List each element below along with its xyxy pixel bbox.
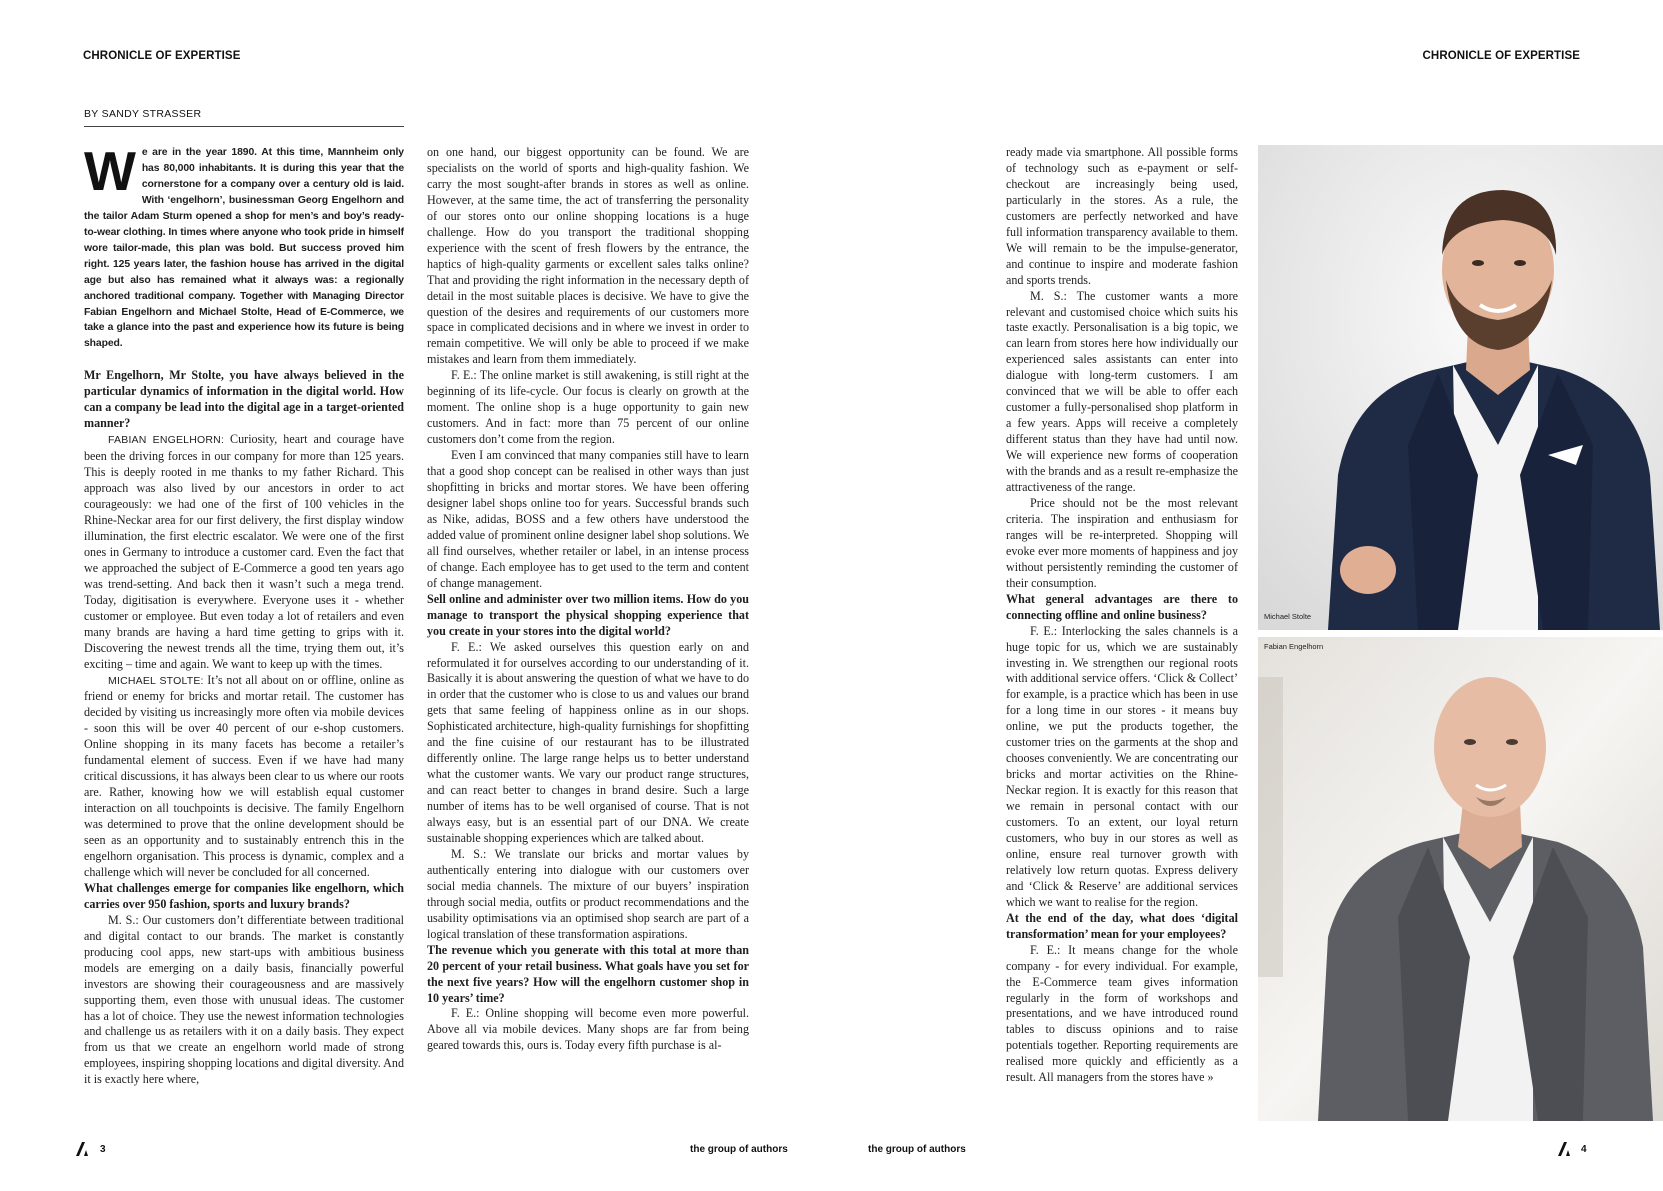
question-3: Sell online and administer over two million items. How do you manage to transport the physical shopping experience that you create in your stores into the digital world?: [427, 591, 749, 638]
speaker-label: FABIAN ENGELHORN:: [108, 434, 225, 447]
byline: BY SANDY STRASSER: [84, 108, 202, 120]
footer-group-right: the group of authors: [868, 1144, 966, 1155]
portrait-illustration: [1258, 145, 1663, 630]
paragraph: Price should not be the most relevant criteria. The inspiration and enthusiasm for ranges will be re-interpreted. Shopping will evoke ever more moments of happiness and joy without persistently reminding the customer of their consumption.: [1006, 495, 1238, 590]
page-number-left: 3: [100, 1144, 106, 1155]
paragraph: ready made via smartphone. All possible forms of technology such as e-payment or self-checkout are increasingly being used, particularly in the stores. As a rule, the customers are perfectly networked and have full information transparency available to them. We will remain to be the impulse-generator, and continue to inspire and moderate fashion and sports trends.: [1006, 145, 1238, 287]
footer-group-left: the group of authors: [690, 1144, 788, 1155]
question-4: The revenue which you generate with this total at more than 20 percent of your retail business. What goals have you set for the next five years? How will the engelhorn customer shop in 10 years’ time?: [427, 942, 749, 1005]
paragraph: F. E.: Online shopping will become even more powerful. Above all via mobile devices. Many shops are far from being geared towards this, ours is. Today every fifth purchase is al-: [427, 1006, 749, 1053]
page-number-right: 4: [1581, 1144, 1587, 1155]
portrait-michael-stolte: [1258, 145, 1663, 630]
column-3: [1006, 145, 1238, 1125]
lede: [84, 145, 404, 352]
running-header-left: CHRONICLE OF EXPERTISE: [83, 50, 241, 62]
caption-bottom: Fabian Engelhorn: [1264, 642, 1324, 651]
caption-top: Michael Stolte: [1264, 612, 1312, 621]
paragraph: M. S.: The customer wants a more relevant and customised choice which suits his taste exactly. Personalisation is a big topic, we can learn from stores here how individually our experienced sales assistants can enter into dialogue with long-term customers. I am convinced that we will be able to offer each customer a fully-personalised shop platform in a few years. Apps will receive a completely different status than they have had until now. We will experience new forms of cooperation with the brands and as a result re-emphasize the attractiveness of the range.: [1006, 288, 1238, 495]
paragraph: F. E.: Interlocking the sales channels is a huge topic for us, which we are sustainably investing in. We strengthen our regional roots with additional service offers. ‘Click & Collect’ for example, is a practice which has been in use for a long time in our stores - it means buy online, we put the products together, the customer tries on the garments at the shop and chooses conveniently. We are concentrating our bricks and mortar activities on the Rhine-Neckar region. It is exactly for this reason that we remain in personal contact with our customers. To an extent, our loyal return customers, who buy in our stores as well as online, ensure real turnover growth with relatively low return quotas. Express delivery and ‘Click & Reserve’ are additional services which we want to realise for the region.: [1006, 623, 1238, 909]
speaker-label: MICHAEL STOLTE:: [108, 674, 204, 687]
question-1: Mr Engelhorn, Mr Stolte, you have always believed in the particular dynamics of information in the digital world. How can a company be lead into the digital age in a target-oriented manner?: [84, 368, 404, 431]
paragraph: F. E.: It means change for the whole company - for every individual. For example, the E-Commerce team gives information regularly in the form of workshops and presentations, and we have introduced round tables to discuss opinions and to raise potentials together. Reporting requirements are realised more quickly and efficiently as a result. All managers from the stores have »: [1006, 942, 1238, 1085]
paragraph: F. E.: The online market is still awakening, is still right at the beginning of its life-cycle. Our focus is clearly on growth at the moment. The online shop is a huge opportunity to gain new customers. And in fact: more than 75 percent of our online customers don’t come from the region.: [427, 368, 749, 447]
byline-rule: [84, 126, 404, 127]
paragraph: on one hand, our biggest opportunity can be found. We are specialists on the world of sports and high-quality fashion. We carry the most sought-after brands in stores as well as online. However, at the same time, the act of transferring the personality of our stores onto our online shopping locations is a huge challenge. How do you transport the traditional shopping experience with the scent of fresh flowers by the entrance, the haptics of high-quality garments or excellent sales talks online? That and providing the right information in the necessary depth of detail in the most suitable places is decisive. We have to give the question of the desires and requirements of our customers more space in complicated decisions and in where we invest in order to remain competitive. We will only be able to proceed if we make mistakes and learn from them immediately.: [427, 145, 749, 367]
portrait-illustration: [1258, 637, 1663, 1121]
question-5: What general advantages are there to connecting offline and online business?: [1006, 591, 1238, 622]
drop-cap: W: [84, 145, 136, 202]
magazine-logo-icon: [1556, 1141, 1572, 1157]
running-header-right: CHRONICLE OF EXPERTISE: [1422, 50, 1580, 62]
paragraph: F. E.: We asked ourselves this question early on and reformulated it for ourselves according to our understanding of it. Basically it is about answering the question of what we have to do in order that the customer who is close to us and values our brand gets that same feeling of happiness online as in our shops. Sophisticated architecture, high-quality furnishings for shopfitting and the fine cuisine of our restaurant has to be illustrated differently online. The large range helps us to better understand what the customer wants. We vary our product range structures, and can react better to changes in brand desire. Such a large number of items has to be well organised of course. That is not always easy, but is an essential part of our DNA. We create sustainable shopping experiences which are talked about.: [427, 639, 749, 845]
question-6: At the end of the day, what does ‘digital transformation’ mean for your employees?: [1006, 910, 1238, 941]
lede-text: e are in the year 1890. At this time, Mannheim only has 80,000 inhabitants. It is during this year that the cornerstone for a company over a century old is laid. With ‘engelhorn’, businessman Georg Engelhorn and the tailor Adam Sturm opened a shop for men’s and boy’s ready-to-wear clothing. In times where anyone who took pride in himself wore tailor-made, this plan was bold. But success proved him right. 125 years later, the fashion house has arrived in the digital age but also has remained what it always was: a regionally anchored traditional company. Together with Managing Director Fabian Engelhorn and Michael Stolte, Head of E-Commerce, we take a glance into the past and experience how its future is being shaped.: [84, 147, 404, 350]
answer-paragraph: MICHAEL STOLTE: It’s not all about on or offline, online as friend or enemy for bricks and mortar retail. The customer has decided by visiting us increasingly more often via mobile devices - soon this will be over 40 percent of our e-shop customers. Online shopping in its many facets has become a retailer’s fundamental element of success. Even if we have had many critical discussions, it has always been clear to us where our roots are. Rather, knowing how we will establish equal customer interaction on all touchpoints is decisive. The family Engelhorn was determined to prove that the online development should be seen as an opportunity and to sustainably entrench this in the engelhorn organisation. This process is dynamic, complex and a challenge which will never be concluded for all concerned.: [84, 672, 404, 879]
answer-paragraph: FABIAN ENGELHORN: Curiosity, heart and courage have been the driving forces in our company for more than 125 years. This is deeply rooted in me thanks to my father Richard. This approach was also lived by our ancestors in order to act courageously: we had one of the first of 100 vehicles in the Rhine-Neckar area for our first delivery, the first display window illumination, the first electric escalator. We were one of the first ones in Germany to introduce a customer card. Even the fact that we approached the subject of E-Commerce a good ten years ago was trend-setting. And back then it wasn’t such a mega trend. Today, digitisation is everywhere. Everyone uses it - whether customer or employee. But even today a lot of retailers and even many brands are having a hard time getting to grips with it. Discovering the newest trends all the time, trying them out, it’s exciting – time and again. We want to keep up with the times.: [84, 432, 404, 671]
magazine-logo-icon: [74, 1141, 90, 1157]
column-1: [84, 145, 404, 1125]
question-2: What challenges emerge for companies like engelhorn, which carries over 950 fashion, sports and luxury brands?: [84, 880, 404, 911]
answer-paragraph: M. S.: Our customers don’t differentiate between traditional and digital contact to our brands. The market is constantly producing cool apps, new start-ups with ambitious business models are emerging on a daily basis, financially powerful investors are showing their courageousness and are massively supporting them, even those with unusual ideas. The customer has a lot of choice. They use the newest information technologies and challenge us as retailers with it on a daily basis. They expect from us that we create an engelhorn world made of strong employees, inspiring shopping locations and digital diversity. And it is exactly here where,: [84, 912, 404, 1087]
column-2: [427, 145, 749, 1125]
paragraph: Even I am convinced that many companies still have to learn that a good shop concept can be realised in other ways than just shopfitting in bricks and mortar stores. We have been offering designer label shops online too for years. Successful brands such as Nike, adidas, BOSS and a few others have understood the added value of prominent online designer label shop solutions. We all find ourselves, whether retailer or label, in an intense process of change. Each employee has to get used to the term and content of change management.: [427, 448, 749, 590]
paragraph: M. S.: We translate our bricks and mortar values by authentically entering into dialogue with our customers over social media channels. The mixture of our buyers’ inspiration through social media, outfits or product recommendations and the usability optimisations via an optimised shop search are part of a logical translation of these transformation aspirations.: [427, 846, 749, 941]
portrait-fabian-engelhorn: [1258, 637, 1663, 1121]
